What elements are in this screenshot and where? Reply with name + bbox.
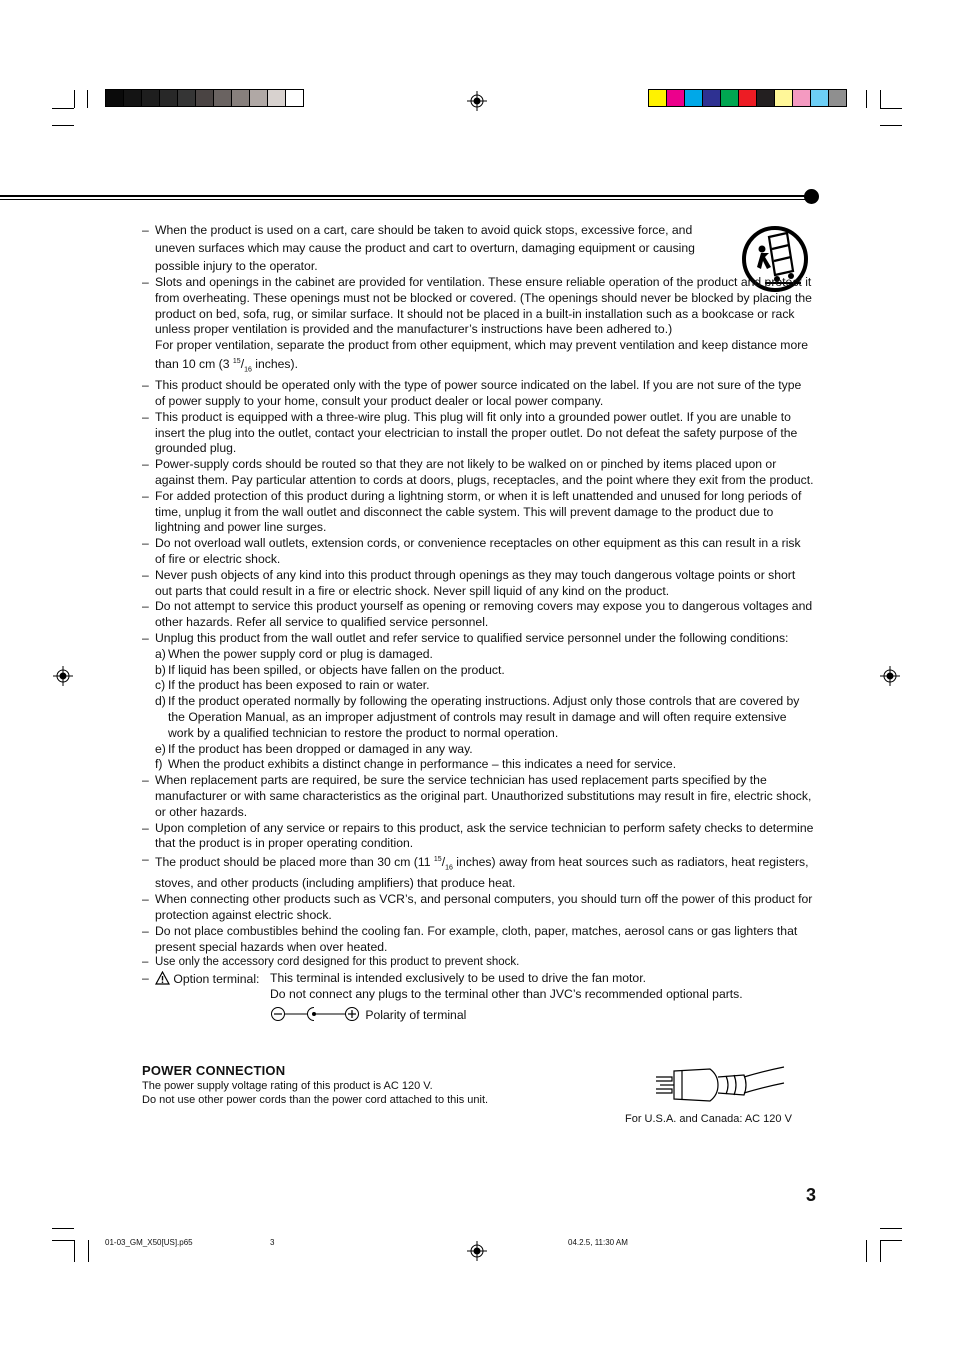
color-swatch [721, 90, 739, 106]
dash: – [142, 820, 149, 835]
fraction-denominator: 16 [244, 366, 252, 374]
registration-mark-icon [53, 666, 73, 686]
item-text: When replacement parts are required, be sure the service technician has used replacement parts specified by the manufacturer or with same characteristics as the original part. Unauthorized substitutions may result in fire, electric shock, or other hazards. [155, 773, 812, 819]
item-text: When connecting other products such as VCR’s, and personal computers, you should turn off the power of this product for protection against electric shock. [155, 892, 813, 923]
text-part: inches). [251, 357, 298, 372]
power-connection-text: The power supply voltage rating of this product is AC 120 V. [142, 1080, 433, 1092]
condition-text: If the product has been exposed to rain or water. [168, 678, 430, 693]
option-terminal-text [270, 971, 814, 1023]
option-terminal-label [155, 971, 270, 1023]
polarity-row [270, 1006, 814, 1024]
list-item [142, 773, 814, 820]
list-item [142, 536, 814, 568]
color-swatch [667, 90, 685, 106]
plug-caption: For U.S.A. and Canada: AC 120 V [625, 1113, 792, 1125]
item-text: Use only the accessory cord designed for this product to prevent shock. [155, 956, 520, 969]
dash: – [142, 378, 149, 393]
item-text: Do not overload wall outlets, extension cords, or convenience receptacles on other equipment as this can result in a risk of fire or electric shock. [155, 536, 801, 567]
polarity-label: Polarity of terminal [365, 1007, 467, 1022]
color-swatch [286, 90, 303, 106]
color-swatch [268, 90, 286, 106]
list-item [142, 971, 814, 1023]
list-item [142, 457, 814, 489]
color-swatch [811, 90, 829, 106]
polarity-symbol-icon [270, 1006, 362, 1022]
item-text: For proper ventilation, separate the product from other equipment, which may prevent ventilation and keep distance more than 10 cm (3 $^{15}/_{16}$ inches). [155, 338, 809, 374]
item-text: This product is equipped with a three-wire plug. This plug will fit only into a grounded power outlet. If you are unable to insert the plug into the outlet, contact your electrician to install the proper outlet. Do not defeat the safety purpose of the grounded plug. [155, 409, 798, 456]
item-text: Slots and openings in the cabinet are provided for ventilation. These ensure reliable operation of the product and protect it from overheating. These openings must not be blocked or covered. (The openings should never be blocked by placing the product on bed, sofa, rug, or similar surface. It should not be placed in a built-in installation such as a bookcase or rack unless proper ventilation is provided and the manufacturer’s instructions have been adhered to.) [155, 275, 812, 337]
condition-item [155, 678, 814, 694]
caution-triangle-icon [155, 971, 170, 985]
crop-mark [880, 108, 902, 109]
item-text: Do not attempt to service this product yourself as opening or removing covers may expose you to dangerous voltages and other hazards. Refer all service to qualified service personnel. [155, 599, 813, 630]
list-item [142, 599, 814, 631]
crop-mark [880, 90, 881, 108]
list-item [142, 924, 814, 956]
condition-item [155, 647, 814, 663]
conditions-list [155, 647, 814, 773]
item-text: Upon completion of any service or repairs to this product, ask the service technician to perform safety checks to determine that the product is in proper operating condition. [155, 820, 814, 851]
list-item [142, 489, 814, 536]
crop-mark [52, 1240, 74, 1241]
dash: – [142, 409, 149, 424]
fraction-denominator: 16 [445, 864, 453, 872]
dash: – [142, 536, 149, 551]
header-rule [0, 199, 808, 200]
color-swatch [142, 90, 160, 106]
list-item [142, 410, 814, 457]
item-text: This product should be operated only with the type of power source indicated on the label. If you are not sure of the type of power supply to your home, consult your product dealer or local power company. [155, 378, 802, 409]
condition-item [155, 757, 814, 773]
dash: – [142, 631, 149, 646]
power-connection-heading: POWER CONNECTION [142, 1063, 286, 1078]
condition-label: c) [155, 678, 166, 693]
item-text: Never push objects of any kind into this product through openings as they may touch dangerous voltage points or short out parts that could result in a fire or electric shock. Never spill liquid of any kind on the product. [155, 567, 796, 598]
crop-mark [87, 90, 88, 108]
crop-mark [880, 1228, 902, 1229]
crop-mark [74, 90, 75, 108]
safety-instructions [142, 221, 814, 1024]
color-swatch [214, 90, 232, 106]
color-swatch [160, 90, 178, 106]
color-swatch [829, 90, 846, 106]
option-terminal [155, 971, 814, 1023]
dash: – [142, 773, 149, 788]
list-item [142, 631, 814, 773]
slug-filename: 01-03_GM_X50[US].p65 [105, 1238, 193, 1247]
color-swatch [232, 90, 250, 106]
item-text: For added protection of this product during a lightning storm, or when it is left unattended and unused for long periods of time, unplug it from the wall outlet and disconnect the cable system. This will prevent damage to the product due to lightning and power line surges. [155, 488, 802, 535]
registration-mark-icon [467, 91, 487, 111]
list-item [142, 852, 814, 892]
text-part: For proper ventilation, separate the product from other equipment, which may prevent ventilation and keep distance more than 10 cm (3 [155, 338, 809, 372]
item-text: Power-supply cords should be routed so that they are not likely to be walked on or pinched by items placed upon or against them. Pay particular attention to cords at doors, plugs, receptacles, and the point where they exit from the product. [155, 457, 814, 488]
registration-mark-icon [880, 666, 900, 686]
list-item [142, 221, 715, 275]
list-item [142, 892, 814, 924]
dash: – [142, 971, 149, 986]
color-swatch [703, 90, 721, 106]
dash: – [142, 956, 149, 969]
dash: – [142, 852, 149, 867]
crop-mark [880, 125, 902, 126]
item-text: When the product is used on a cart, care should be taken to avoid quick stops, excessive force, and uneven surfaces which may cause the product and cart to overturn, damaging equipment or causing possible injury to the operator. [155, 223, 695, 273]
item-text: Do not place combustibles behind the cooling fan. For example, cloth, paper, matches, aerosol cans or gas lighters that present special hazards when over heated. [155, 923, 798, 954]
condition-text: If the product has been dropped or damaged in any way. [168, 741, 473, 756]
crop-mark [52, 108, 74, 109]
header-rule-dot [804, 189, 819, 204]
condition-label: a) [155, 646, 166, 661]
condition-text: If the product operated normally by following the operating instructions. Adjust only those controls that are covered by the Operation Manual, as an improper adjustment of controls may result in damage and will often require extensive work by a qualified technician to restore the product to normal operation. [168, 694, 800, 740]
color-swatch [250, 90, 268, 106]
condition-item [155, 742, 814, 758]
condition-text: When the power supply cord or plug is damaged. [168, 646, 433, 661]
list-item [142, 821, 814, 853]
page-number: 3 [806, 1185, 817, 1205]
power-plug-icon [652, 1063, 788, 1107]
color-swatch [793, 90, 811, 106]
dash: – [142, 567, 149, 582]
crop-mark [74, 1240, 75, 1262]
option-line: This terminal is intended exclusively to be used to drive the fan motor. [270, 971, 646, 986]
text-part: inches) away from heat sources such as radiators, heat registers, stoves, and other products (including amplifiers) that produce heat. [155, 855, 809, 891]
crop-mark [88, 1240, 89, 1262]
crop-mark [866, 90, 867, 108]
condition-label: b) [155, 662, 166, 677]
dash: – [142, 599, 149, 614]
crop-mark [52, 1228, 74, 1229]
process-color-bar [648, 89, 847, 107]
fraction-numerator: 15 [433, 856, 442, 864]
condition-item [155, 694, 814, 741]
dash: – [142, 275, 149, 289]
condition-label: f) [155, 757, 163, 772]
color-swatch [739, 90, 757, 106]
color-swatch [196, 90, 214, 106]
dash: – [142, 457, 149, 472]
color-swatch [106, 90, 124, 106]
list-item [142, 568, 814, 600]
color-swatch [178, 90, 196, 106]
gray-color-bar [105, 89, 304, 107]
color-swatch [685, 90, 703, 106]
option-line: Do not connect any plugs to the terminal other than JVC’s recommended optional parts. [270, 987, 743, 1002]
color-swatch [124, 90, 142, 106]
condition-text: When the product exhibits a distinct change in performance – this indicates a need for service. [168, 757, 677, 772]
crop-mark [880, 1240, 902, 1241]
crop-mark [880, 1240, 881, 1262]
list-item [142, 378, 814, 410]
power-connection-text: Do not use other power cords than the power cord attached to this unit. [142, 1094, 489, 1106]
item-text: The product should be placed more than 30 cm (11 $^{15}/_{16}$ inches) away from heat sources such as radiators, heat registers, stoves, and other products (including amplifiers) that produce heat. [155, 855, 809, 891]
condition-text: If liquid has been spilled, or objects have fallen on the product. [168, 662, 505, 677]
color-swatch [649, 90, 667, 106]
item-text: Unplug this product from the wall outlet and refer service to qualified service personnel under the following conditions: [155, 631, 789, 646]
slug-page: 3 [270, 1238, 275, 1247]
list-item [142, 955, 814, 971]
fraction-numerator: 15 [232, 357, 241, 365]
text-part: The product should be placed more than 30 cm (11 [155, 855, 434, 870]
color-swatch [775, 90, 793, 106]
condition-label: e) [155, 741, 166, 756]
option-label-text: Option terminal: [173, 972, 260, 987]
color-swatch [757, 90, 775, 106]
header-rule [0, 195, 808, 197]
registration-mark-icon [467, 1241, 487, 1261]
condition-item [155, 663, 814, 679]
dash: – [142, 923, 149, 938]
list-item [142, 275, 814, 378]
condition-label: d) [155, 694, 166, 709]
slug-date: 04.2.5, 11:30 AM [568, 1238, 628, 1247]
crop-mark [866, 1240, 867, 1262]
dash: – [142, 892, 149, 907]
dash: – [142, 223, 149, 237]
crop-mark [52, 125, 74, 126]
dash: – [142, 488, 149, 503]
